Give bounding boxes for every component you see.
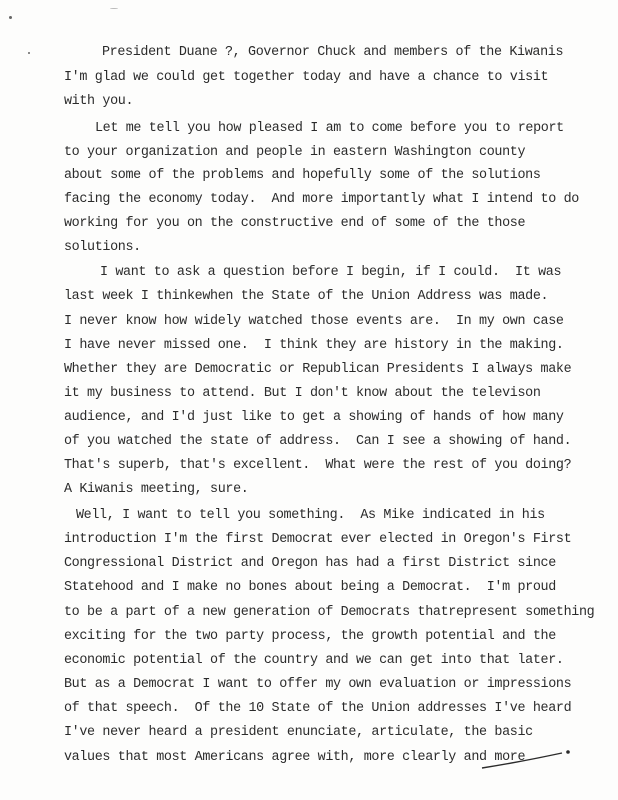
paragraph-3-line-6: it my business to attend. But I don't know about the televison: [64, 386, 541, 401]
paragraph-2-line-5: working for you on the constructive end of some of the those: [64, 216, 526, 231]
paragraph-3-line-1: I want to ask a question before I begin, if I could. It was: [100, 265, 562, 280]
paragraph-4-line-8: But as a Democrat I want to offer my own evaluation or impressions: [64, 677, 572, 692]
paragraph-4-line-4: Statehood and I make no bones about being a Democrat. I'm proud: [64, 580, 556, 595]
paragraph-4-line-10: I've never heard a president enunciate, articulate, the basic: [64, 725, 533, 740]
scan-speck: [28, 52, 30, 54]
paragraph-3-line-5: Whether they are Democratic or Republican Presidents I always make: [64, 362, 572, 377]
paragraph-4-line-1: Well, I want to tell you something. As Mike indicated in his: [76, 508, 545, 523]
paragraph-3-line-2: last week I thinkewhen the State of the Union Address was made.: [64, 289, 549, 304]
paragraph-3-line-7: audience, and I'd just like to get a showing of hands of how many: [64, 410, 564, 425]
paragraph-1-line-2: I'm glad we could get together today and have a chance to visit: [64, 70, 549, 85]
paragraph-4-line-6: exciting for the two party process, the growth potential and the: [64, 629, 556, 644]
paragraph-2-line-6: solutions.: [64, 240, 141, 255]
scan-speck: [9, 16, 12, 19]
paragraph-3-line-9: That's superb, that's excellent. What were the rest of you doing?: [64, 458, 572, 473]
paragraph-2-line-3: about some of the problems and hopefully some of the solutions: [64, 168, 541, 183]
paragraph-4-line-9: of that speech. Of the 10 State of the Union addresses I've heard: [64, 701, 572, 716]
scan-speck: [110, 8, 118, 9]
paragraph-1-line-1: President Duane ?, Governor Chuck and members of the Kiwanis: [102, 45, 564, 60]
paragraph-3-line-3: I never know how widely watched those events are. In my own case: [64, 314, 564, 329]
paragraph-2-line-4: facing the economy today. And more importantly what I intend to do: [64, 192, 579, 207]
paragraph-4-line-2: introduction I'm the first Democrat ever elected in Oregon's First: [64, 532, 572, 547]
paragraph-3-line-4: I have never missed one. I think they are history in the making.: [64, 338, 564, 353]
hand-drawn-strike-mark: [480, 748, 580, 778]
paragraph-3-line-8: of you watched the state of address. Can I see a showing of hand.: [64, 434, 572, 449]
paragraph-4-line-5: to be a part of a new generation of Democrats thatrepresent something: [64, 605, 595, 620]
paragraph-2-line-2: to your organization and people in eastern Washington county: [64, 145, 526, 160]
paragraph-4-line-11: values that most Americans agree with, more clearly and more: [64, 750, 526, 765]
paragraph-2-line-1: Let me tell you how pleased I am to come before you to report: [95, 121, 564, 136]
paragraph-1-line-3: with you.: [64, 94, 134, 109]
paragraph-4-line-3: Congressional District and Oregon has had a first District since: [64, 556, 556, 571]
paragraph-4-line-7: economic potential of the country and we can get into that later.: [64, 653, 564, 668]
paragraph-3-line-10: A Kiwanis meeting, sure.: [64, 482, 249, 497]
